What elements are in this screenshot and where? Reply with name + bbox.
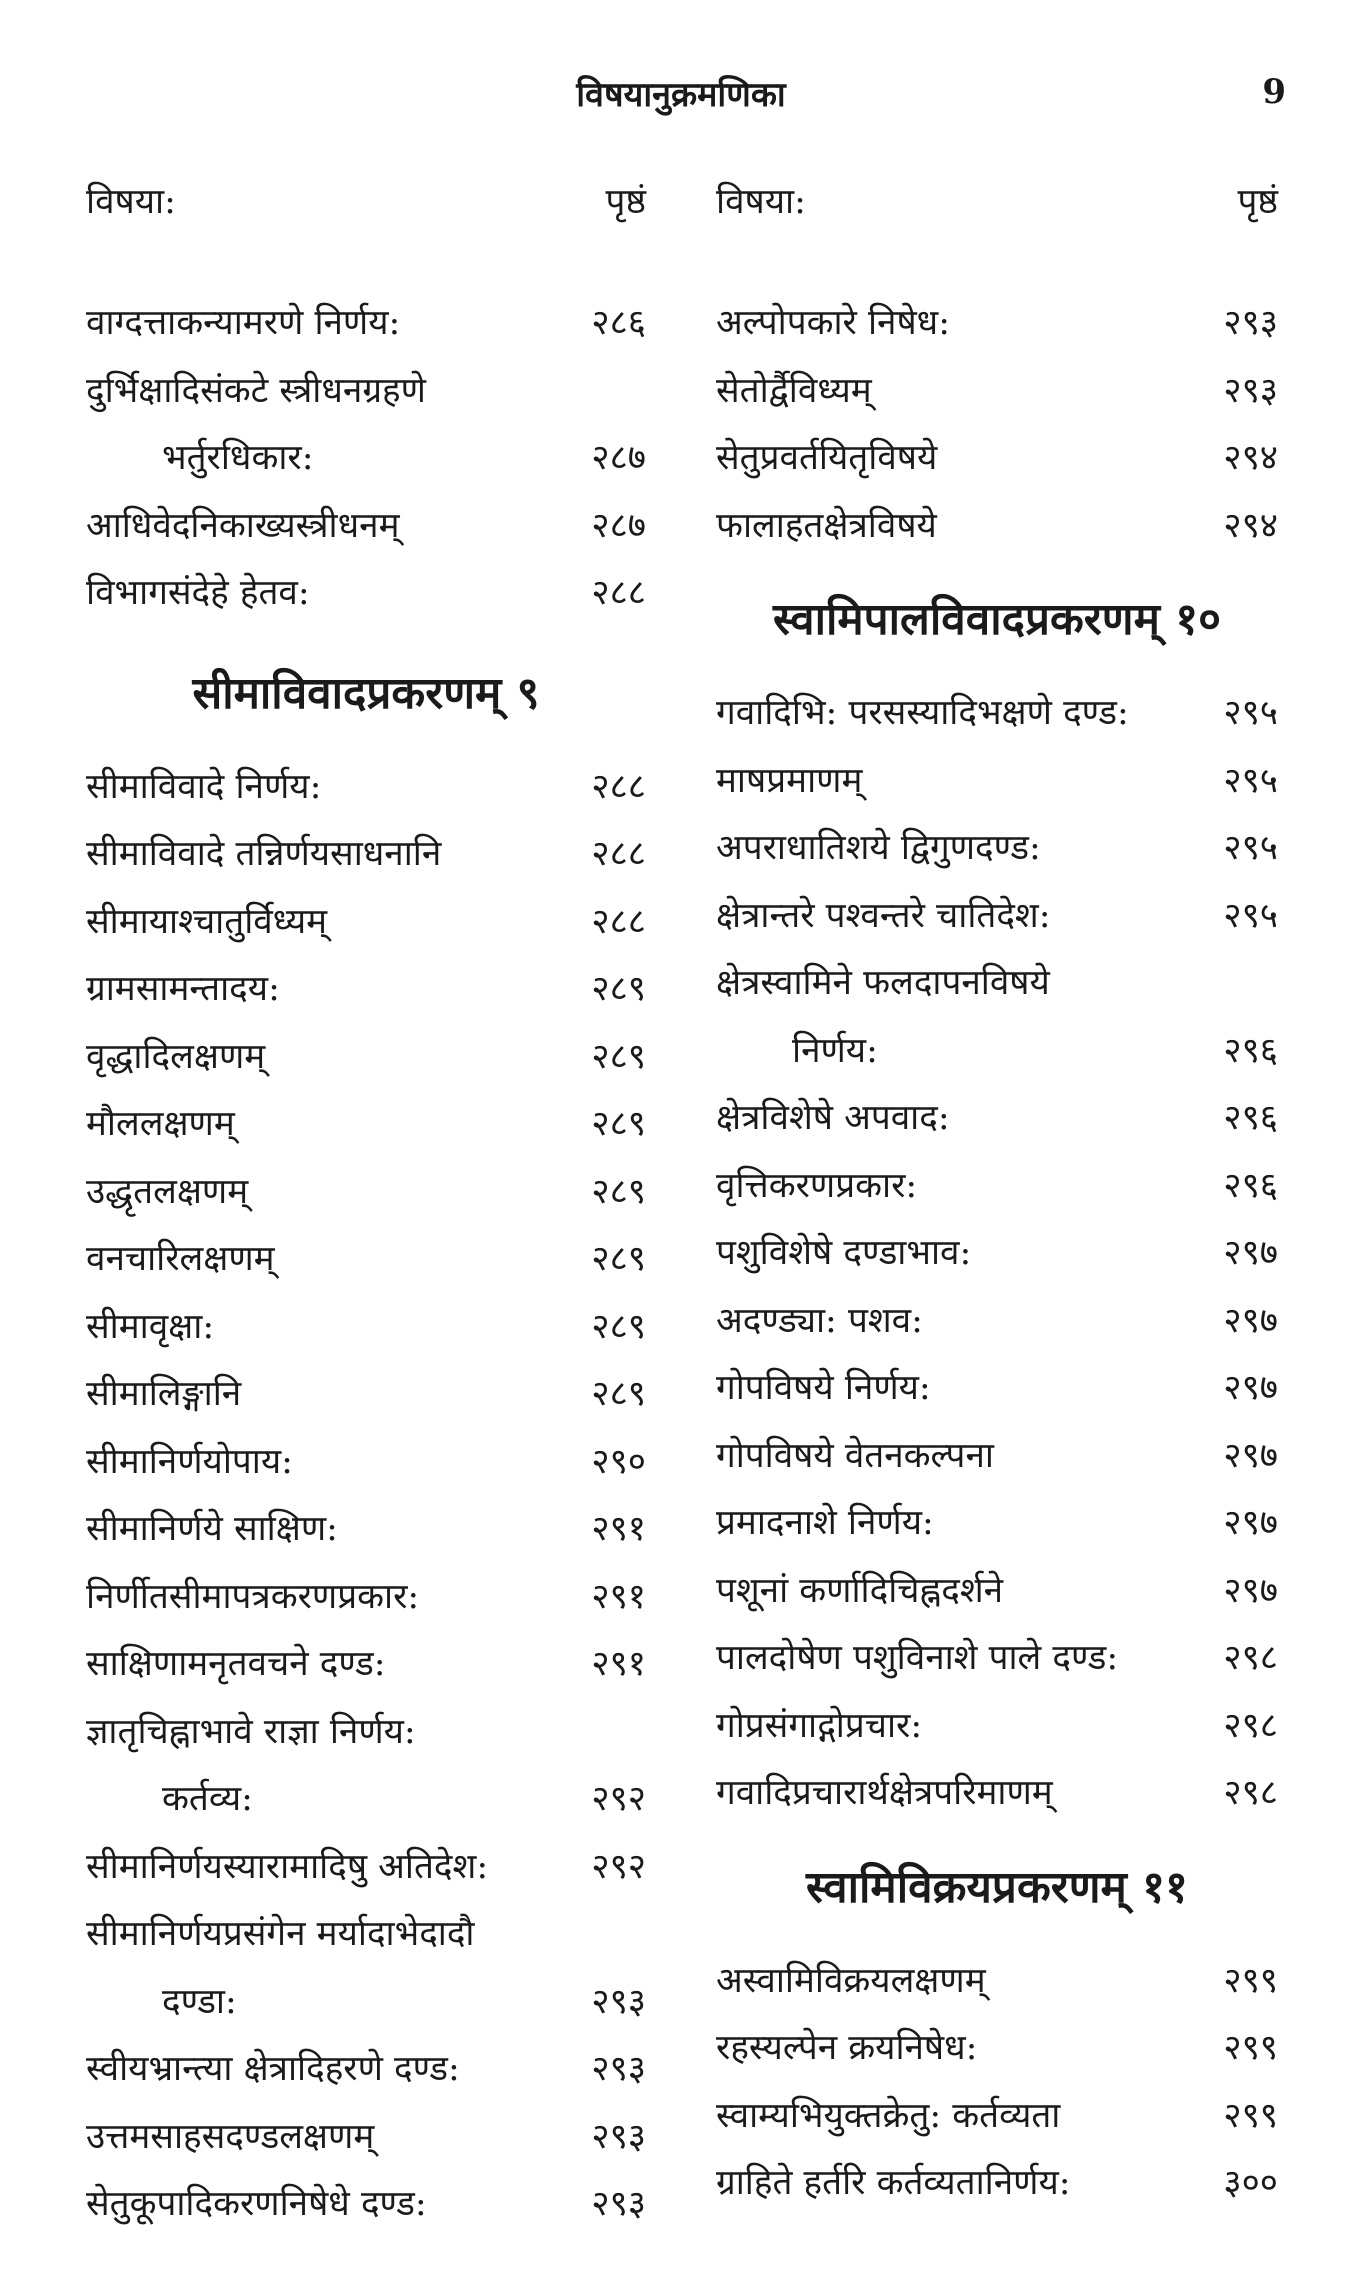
- toc-entry: [716, 1355, 1278, 1423]
- entry-title: अस्वामिविक्रयलक्षणम्: [716, 1960, 986, 2001]
- entry-title: सीमालिङ्गानि: [86, 1374, 242, 1414]
- toc-entry: [716, 1693, 1278, 1761]
- entry-list: [716, 680, 1278, 1828]
- toc-entry: [86, 889, 646, 957]
- right-column: [716, 172, 1278, 2218]
- toc-entry: [86, 358, 646, 426]
- entry-title: सेतोर्द्वैविध्यम्: [716, 370, 872, 411]
- entry-title: दुर्भिक्षादिसंकटे स्त्रीधनग्रहणे: [86, 370, 426, 411]
- entry-title: वाग्दत्ताकन्यामरणे निर्णय:: [86, 303, 401, 343]
- entry-page: २८९: [591, 1171, 646, 1212]
- entry-page: २९७: [1223, 1233, 1278, 1273]
- column-header: [86, 172, 646, 232]
- toc-entry: [86, 1091, 646, 1159]
- entry-title: वनचारिलक्षणम्: [86, 1239, 275, 1279]
- toc-entry: [716, 1948, 1278, 2016]
- entry-title: ज्ञातृचिह्नाभावे राज्ञा निर्णय:: [86, 1711, 416, 1752]
- entry-list: [716, 1948, 1278, 2218]
- toc-entry: [716, 883, 1278, 951]
- entry-title: सीमानिर्णयप्रसंगेन मर्यादाभेदादौ: [86, 1914, 475, 1954]
- entry-page: २८८: [591, 766, 646, 807]
- left-column: [86, 172, 646, 2239]
- entry-page: २९१: [591, 1644, 646, 1684]
- entry-list: [86, 754, 646, 2239]
- running-head: विषयानुक्रमणिका: [576, 75, 786, 115]
- entry-title: क्षेत्रान्तरे पश्वन्तरे चातिदेश:: [716, 895, 1051, 936]
- entry-page: २९६: [1223, 1098, 1278, 1138]
- toc-entry: [716, 1018, 1278, 1086]
- section-title: सीमाविवादप्रकरणम् ९: [192, 667, 540, 719]
- toc-entry: [86, 2104, 646, 2172]
- entry-title: सेतुप्रवर्तयितृविषये: [716, 438, 938, 478]
- toc-entry: [86, 1834, 646, 1902]
- entry-title: सीमानिर्णये साक्षिण:: [86, 1509, 338, 1549]
- toc-entry: [716, 2015, 1278, 2083]
- entry-page: २९३: [1223, 370, 1278, 411]
- entry-page: २८८: [591, 573, 646, 613]
- toc-entry: [86, 1699, 646, 1767]
- entry-title: सीमावृक्षा:: [86, 1306, 215, 1347]
- toc-entry: [86, 821, 646, 889]
- entry-title: गवादिभि: परसस्यादिभक्षणे दण्ड:: [716, 693, 1129, 733]
- entry-title: पालदोषेण पशुविनाशे पाले दण्ड:: [716, 1638, 1119, 1678]
- toc-entry: [86, 2036, 646, 2104]
- entry-page: २९५: [1223, 828, 1278, 868]
- toc-entry: [716, 425, 1278, 493]
- entry-page: २९५: [1223, 693, 1278, 733]
- entry-page: २८७: [591, 505, 646, 546]
- entry-title: सीमानिर्णयोपाय:: [86, 1441, 293, 1482]
- entry-list: [716, 290, 1278, 560]
- entry-page: २९७: [1223, 1368, 1278, 1408]
- entry-page: २९९: [1223, 2028, 1278, 2068]
- entry-title: प्रमादनाशे निर्णय:: [716, 1503, 934, 1543]
- toc-entry: [86, 1969, 646, 2037]
- entry-page: २८६: [591, 303, 646, 343]
- entry-title: गोप्रसंगाद्गोप्रचार:: [716, 1705, 923, 1746]
- page-heading: पृष्ठं: [1237, 182, 1278, 222]
- entry-title: पशुविशेषे दण्डाभाव:: [716, 1233, 972, 1273]
- entry-page: ३००: [1223, 2163, 1278, 2203]
- section-title: स्वामिविक्रयप्रकरणम् ११: [806, 1861, 1188, 1913]
- entry-title: साक्षिणामनृतवचने दण्ड:: [86, 1644, 386, 1684]
- toc-entry: [86, 2171, 646, 2239]
- toc-entry: [86, 1564, 646, 1632]
- toc-entry: [716, 1423, 1278, 1491]
- entry-title: सेतुकूपादिकरणनिषेधे दण्ड:: [86, 2184, 427, 2224]
- toc-entry: [716, 1625, 1278, 1693]
- entry-title: उद्धृतलक्षणम्: [86, 1171, 249, 1212]
- entry-title: स्वीयभ्रान्त्या क्षेत्रादिहरणे दण्ड:: [86, 2049, 460, 2089]
- entry-title: फालाहतक्षेत्रविषये: [716, 505, 937, 546]
- entry-page: २९८: [1223, 1638, 1278, 1678]
- entry-page: २८९: [591, 1374, 646, 1414]
- entry-title: माषप्रमाणम्: [716, 760, 863, 801]
- toc-entry: [86, 1631, 646, 1699]
- entry-title: मौललक्षणम्: [86, 1104, 235, 1144]
- entry-page: २९९: [1223, 1960, 1278, 2001]
- entry-title: आधिवेदनिकाख्यस्त्रीधनम्: [86, 505, 400, 546]
- entry-page: २९७: [1223, 1435, 1278, 1476]
- toc-entry: [86, 560, 646, 628]
- entry-title: अदण्ड्या: पशव:: [716, 1300, 923, 1341]
- toc-entry: [86, 425, 646, 493]
- entry-title: निर्णय:: [792, 1030, 878, 1071]
- entry-page: २९२: [591, 1779, 646, 1819]
- toc-entry: [716, 1288, 1278, 1356]
- toc-entry: [716, 1085, 1278, 1153]
- toc-entry: [716, 493, 1278, 561]
- entry-title: रहस्यल्पेन क्रयनिषेध:: [716, 2028, 978, 2068]
- toc-entry: [86, 1901, 646, 1969]
- entry-list: [86, 290, 646, 628]
- toc-entry: [716, 815, 1278, 883]
- entry-page: २८९: [591, 1306, 646, 1347]
- entry-title: निर्णीतसीमापत्रकरणप्रकार:: [86, 1576, 420, 1617]
- entry-page: २९७: [1223, 1503, 1278, 1543]
- toc-entry: [716, 680, 1278, 748]
- toc-entry: [86, 1024, 646, 1092]
- entry-page: २९९: [1223, 2095, 1278, 2136]
- entry-page: २९८: [1223, 1705, 1278, 1746]
- entry-title: सीमायाश्चातुर्विध्यम्: [86, 901, 328, 942]
- entry-page: २९३: [1223, 303, 1278, 343]
- entry-page: २९३: [591, 2184, 646, 2224]
- toc-entry: [86, 956, 646, 1024]
- toc-entry: [86, 1361, 646, 1429]
- entry-page: २९५: [1223, 760, 1278, 801]
- entry-page: २८९: [591, 1036, 646, 1077]
- page-number: 9: [1262, 72, 1286, 112]
- entry-page: २८८: [591, 901, 646, 942]
- entry-page: २९२: [591, 1846, 646, 1887]
- entry-title: पशूनां कर्णादिचिह्नदर्शने: [716, 1570, 1004, 1611]
- entry-page: २८७: [591, 438, 646, 478]
- entry-title: गोपविषये वेतनकल्पना: [716, 1435, 994, 1476]
- entry-page: २९७: [1223, 1570, 1278, 1611]
- entry-title: स्वाम्यभियुक्तक्रेतु: कर्तव्यता: [716, 2095, 1061, 2136]
- toc-entry: [86, 1496, 646, 1564]
- entry-page: २९७: [1223, 1300, 1278, 1341]
- entry-page: २९०: [591, 1441, 646, 1482]
- section-title: स्वामिपालविवादप्रकरणम् १०: [772, 594, 1221, 645]
- entry-title: गोपविषये निर्णय:: [716, 1368, 931, 1408]
- entry-title: उत्तमसाहसदण्डलक्षणम्: [86, 2116, 375, 2157]
- toc-entry: [86, 1159, 646, 1227]
- toc-entry: [716, 1490, 1278, 1558]
- toc-entry: [716, 358, 1278, 426]
- entry-title: क्षेत्रविशेषे अपवाद:: [716, 1098, 950, 1138]
- entry-title: गवादिप्रचारार्थक्षेत्रपरिमाणम्: [716, 1773, 1053, 1813]
- toc-entry: [716, 2150, 1278, 2218]
- entry-page: २९८: [1223, 1773, 1278, 1813]
- entry-page: २८९: [591, 1239, 646, 1279]
- toc-entry: [86, 1429, 646, 1497]
- toc-entry: [716, 2083, 1278, 2151]
- toc-entry: [716, 290, 1278, 358]
- entry-title: ग्राहिते हर्तरि कर्तव्यतानिर्णय:: [716, 2163, 1071, 2203]
- entry-title: क्षेत्रस्वामिने फलदापनविषये: [716, 963, 1050, 1003]
- entry-title: सीमानिर्णयस्यारामादिषु अतिदेश:: [86, 1846, 489, 1887]
- entry-title: सीमाविवादे तन्निर्णयसाधनानि: [86, 834, 442, 874]
- toc-entry: [86, 1226, 646, 1294]
- toc-entry: [86, 1294, 646, 1362]
- entry-page: २९५: [1223, 895, 1278, 936]
- entry-page: २९३: [591, 2049, 646, 2089]
- entry-title: अपराधातिशये द्विगुणदण्ड:: [716, 828, 1041, 868]
- toc-entry: [86, 1766, 646, 1834]
- entry-title: भर्तुरधिकार:: [162, 438, 314, 478]
- toc-entry: [716, 1220, 1278, 1288]
- toc-entry: [86, 493, 646, 561]
- toc-entry: [716, 950, 1278, 1018]
- entry-title: दण्डा:: [162, 1981, 237, 2022]
- entry-page: २९४: [1223, 505, 1278, 546]
- entry-title: सीमाविवादे निर्णय:: [86, 766, 322, 807]
- subject-heading: विषया:: [716, 182, 806, 222]
- entry-page: २९१: [591, 1576, 646, 1617]
- entry-title: वृत्तिकरणप्रकार:: [716, 1165, 918, 1206]
- entry-title: अल्पोपकारे निषेध:: [716, 303, 951, 343]
- entry-page: २९३: [591, 2116, 646, 2157]
- toc-entry: [86, 754, 646, 822]
- entry-title: विभागसंदेहे हेतव:: [86, 573, 310, 613]
- entry-page: २८८: [591, 834, 646, 874]
- toc-entry: [716, 1760, 1278, 1828]
- toc-entry: [716, 748, 1278, 816]
- entry-page: २९६: [1223, 1030, 1278, 1071]
- entry-page: २९१: [591, 1509, 646, 1549]
- entry-page: २८९: [591, 1104, 646, 1144]
- subject-heading: विषया:: [86, 182, 176, 222]
- entry-title: ग्रामसामन्तादय:: [86, 969, 280, 1009]
- entry-page: २९४: [1223, 438, 1278, 478]
- entry-title: वृद्धादिलक्षणम्: [86, 1036, 266, 1077]
- entry-page: २९६: [1223, 1165, 1278, 1206]
- toc-entry: [716, 1153, 1278, 1221]
- toc-entry: [716, 1558, 1278, 1626]
- entry-page: २८९: [591, 969, 646, 1009]
- page-heading: पृष्ठं: [605, 182, 646, 222]
- column-header: [716, 172, 1278, 232]
- entry-title: कर्तव्य:: [162, 1779, 253, 1819]
- entry-page: २९३: [591, 1981, 646, 2022]
- toc-entry: [86, 290, 646, 358]
